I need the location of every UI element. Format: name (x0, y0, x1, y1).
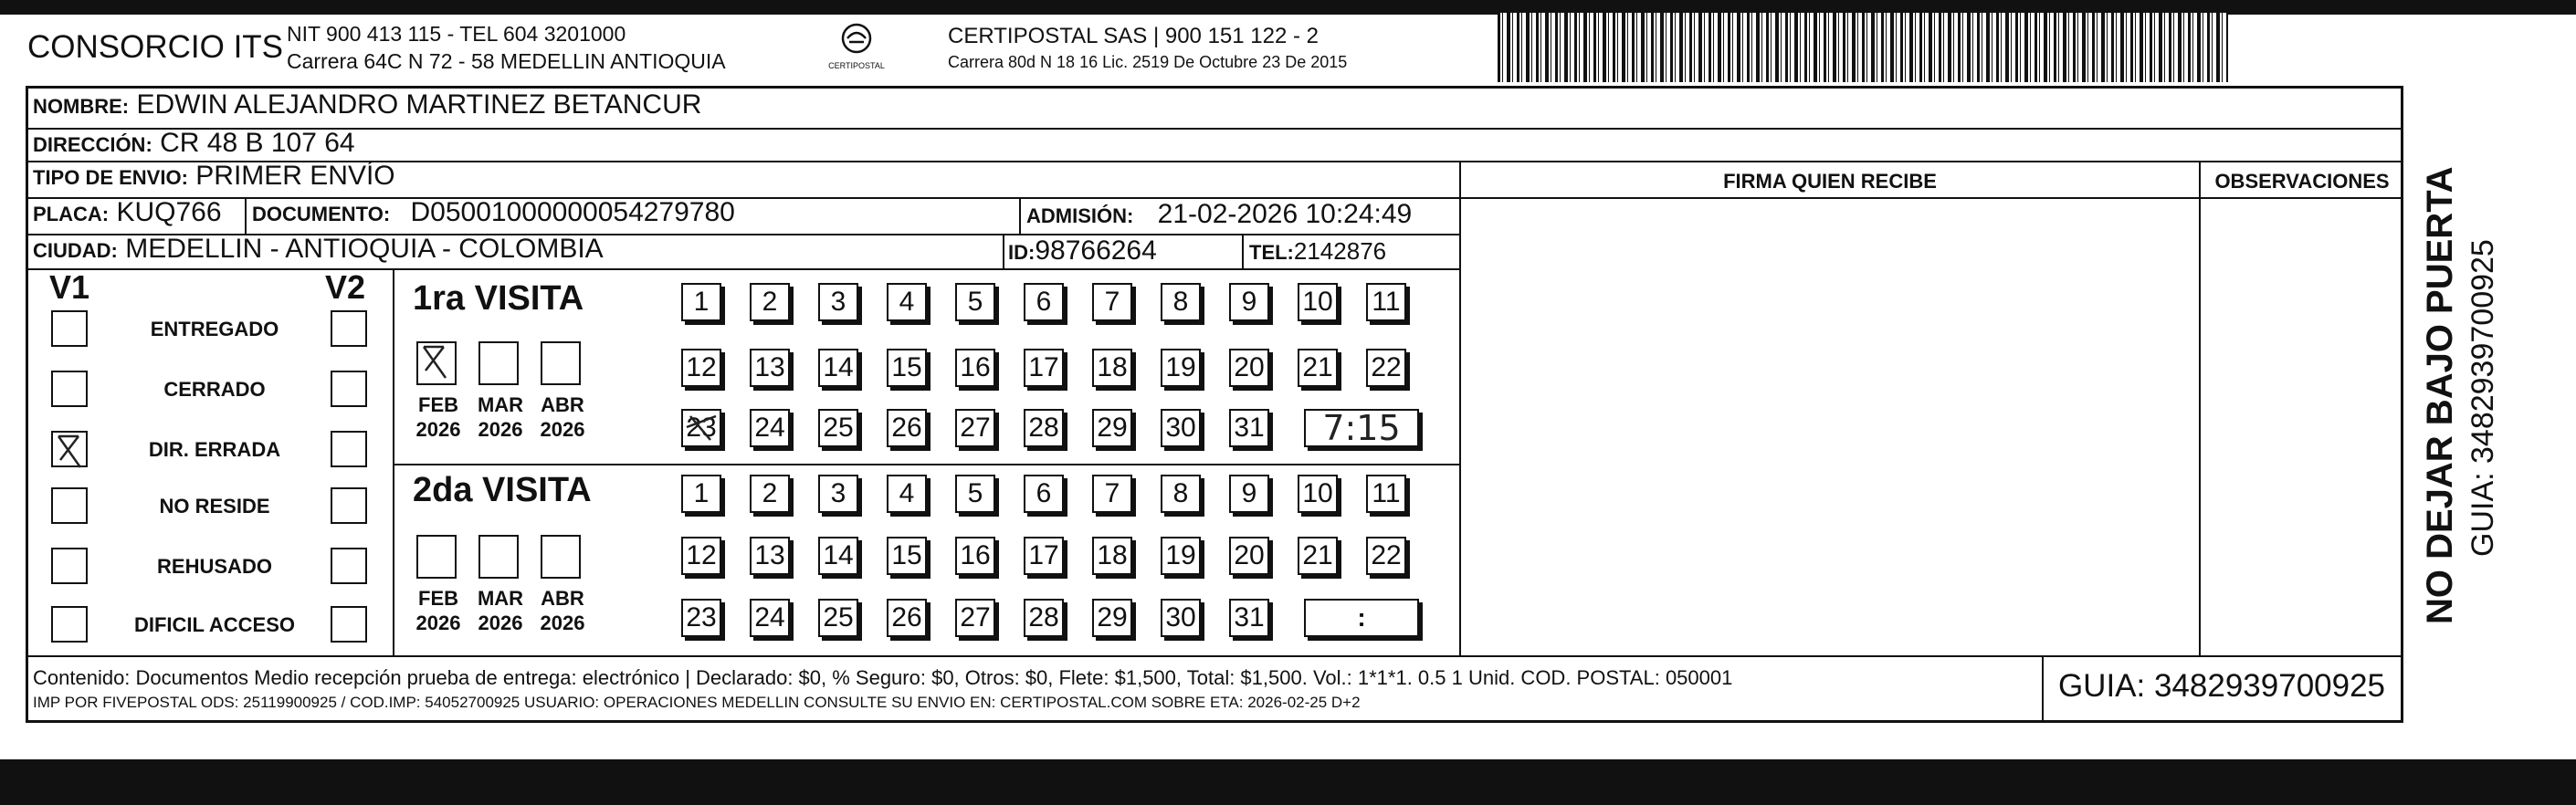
visit-divider (393, 464, 1461, 465)
day-cell[interactable]: 2 (750, 283, 790, 321)
v2-checkbox[interactable] (331, 548, 367, 584)
side-guia: GUIA: 3482939700925 (2466, 239, 2500, 557)
day-cell[interactable]: 31 (1229, 599, 1269, 637)
tipo-envio-label: TIPO DE ENVIO: (33, 166, 188, 189)
ciudad-value: MEDELLIN - ANTIOQUIA - COLOMBIA (125, 234, 604, 264)
direccion-row (33, 128, 355, 159)
v2-checkbox[interactable] (331, 310, 367, 347)
status-label: DIR. ERRADA (148, 438, 281, 461)
v1-checkbox[interactable] (51, 310, 88, 347)
status-label: CERRADO (163, 378, 266, 401)
day-cell[interactable]: 13 (750, 349, 790, 387)
direccion-value: CR 48 B 107 64 (160, 128, 355, 158)
day-cell[interactable]: 25 (818, 599, 858, 637)
visit1-time: 7:15 (1304, 409, 1419, 447)
status-label: ENTREGADO (150, 318, 279, 340)
placa-field (33, 197, 222, 228)
month-label (535, 392, 590, 442)
placa-label: PLACA: (33, 203, 110, 225)
v2-header: V2 (325, 268, 366, 306)
tel-value: 2142876 (1293, 237, 1387, 265)
day-cell[interactable]: 30 (1161, 409, 1201, 447)
admision-value: 21-02-2026 10:24:49 (1157, 199, 1413, 229)
strike-mark-icon (683, 411, 720, 445)
day-cell[interactable]: 10 (1298, 475, 1338, 513)
nit-line: NIT 900 413 115 - TEL 604 3201000 (287, 22, 626, 46)
v1-header: V1 (49, 268, 90, 306)
day-cell[interactable]: 25 (818, 409, 858, 447)
v1-checkbox[interactable] (51, 487, 88, 524)
day-cell[interactable]: 11 (1366, 283, 1406, 321)
day-cell[interactable]: 9 (1229, 475, 1269, 513)
day-cell[interactable]: 14 (818, 537, 858, 575)
id-label: ID: (1008, 241, 1036, 264)
day-cell[interactable]: 12 (681, 537, 721, 575)
day-cell[interactable]: 9 (1229, 283, 1269, 321)
tel-field (1249, 235, 1386, 267)
row-line (26, 268, 1459, 270)
month-name: MAR (477, 393, 524, 416)
day-cell[interactable]: 22 (1366, 349, 1406, 387)
month-label (473, 586, 528, 635)
month-year: 2026 (415, 612, 461, 634)
id-value: 98766264 (1035, 235, 1157, 266)
observaciones-label: OBSERVACIONES (2214, 170, 2390, 193)
day-cell[interactable]: 27 (955, 599, 995, 637)
v1-checkbox[interactable] (51, 548, 88, 584)
day-cell[interactable]: 6 (1024, 283, 1064, 321)
day-cell[interactable]: 5 (955, 475, 995, 513)
day-cell[interactable]: 29 (1092, 409, 1132, 447)
nombre-label: NOMBRE: (33, 95, 130, 118)
day-cell[interactable]: 12 (681, 349, 721, 387)
day-cell[interactable]: 8 (1161, 475, 1201, 513)
v2-checkbox[interactable] (331, 371, 367, 407)
day-cell[interactable]: 19 (1161, 349, 1201, 387)
day-cell[interactable]: 20 (1229, 537, 1269, 575)
certipostal-line: CERTIPOSTAL SAS | 900 151 122 - 2 (948, 24, 1319, 48)
month-checkbox[interactable] (541, 341, 581, 385)
check-mark-icon (418, 343, 451, 380)
day-cell[interactable]: 17 (1024, 537, 1064, 575)
month-name: FEB (418, 587, 458, 610)
day-cell[interactable]: 24 (750, 409, 790, 447)
company-address: Carrera 64C N 72 - 58 MEDELLIN ANTIOQUIA (287, 49, 726, 73)
day-cell[interactable]: 3 (818, 283, 858, 321)
month-name: ABR (541, 393, 584, 416)
documento-field (252, 197, 735, 228)
month-label (535, 586, 590, 635)
month-label (473, 392, 528, 442)
day-cell[interactable]: 30 (1161, 599, 1201, 637)
column-line (245, 197, 247, 234)
nombre-value: EDWIN ALEJANDRO MARTINEZ BETANCUR (136, 89, 702, 120)
day-cell[interactable]: 15 (887, 537, 927, 575)
day-cell[interactable]: 28 (1024, 599, 1064, 637)
ciudad-field (33, 234, 604, 265)
day-cell[interactable]: 3 (818, 475, 858, 513)
day-cell[interactable]: 15 (887, 349, 927, 387)
month-checkbox[interactable] (541, 535, 581, 579)
v1-checkbox[interactable] (51, 606, 88, 643)
day-cell[interactable]: 27 (955, 409, 995, 447)
day-cell[interactable]: 16 (955, 537, 995, 575)
v2-checkbox[interactable] (331, 606, 367, 643)
footer-contents: Contenido: Documentos Medio recepción prueba de entrega: electrónico | Declarado: $0, % Seguro: $0, Otros: $0, Flete: $1,500, Total: $1,500. Vol.: 1*1*1. 0.5 1 Unid. COD. POSTAL: 050001 (33, 666, 1733, 689)
day-cell[interactable]: 29 (1092, 599, 1132, 637)
month-name: MAR (477, 587, 524, 610)
no-dejar-bajo-puerta: NO DEJAR BAJO PUERTA (2420, 166, 2460, 624)
certipostal-logo (802, 22, 911, 77)
visit2-time: : (1304, 599, 1419, 637)
day-cell[interactable]: 8 (1161, 283, 1201, 321)
ciudad-label: CIUDAD: (33, 239, 118, 262)
column-line (1242, 234, 1244, 268)
day-cell[interactable]: 14 (818, 349, 858, 387)
month-checkbox[interactable] (416, 341, 457, 385)
day-cell[interactable]: 26 (887, 409, 927, 447)
v1-checkbox[interactable] (51, 431, 88, 467)
tipo-envio-value: PRIMER ENVÍO (195, 161, 395, 191)
admision-label: ADMISIÓN: (1026, 204, 1134, 227)
tel-label: TEL: (1249, 241, 1294, 264)
day-cell[interactable]: 21 (1298, 349, 1338, 387)
day-cell[interactable]: 17 (1024, 349, 1064, 387)
day-cell[interactable]: 2 (750, 475, 790, 513)
day-cell[interactable]: 5 (955, 283, 995, 321)
footer-guia: GUIA: 3482939700925 (2057, 668, 2386, 704)
day-cell[interactable]: 23 (681, 409, 721, 447)
day-cell[interactable]: 7 (1092, 283, 1132, 321)
check-mark-icon (53, 433, 86, 469)
month-label (411, 586, 466, 635)
day-cell[interactable]: 16 (955, 349, 995, 387)
bottom-border-bar (0, 759, 2576, 805)
company-name: CONSORCIO ITS (27, 29, 284, 65)
month-checkbox[interactable] (416, 535, 457, 579)
day-cell[interactable]: 21 (1298, 537, 1338, 575)
row-line (26, 128, 2403, 130)
month-year: 2026 (478, 612, 523, 634)
month-checkbox[interactable] (478, 341, 519, 385)
documento-label: DOCUMENTO: (252, 203, 391, 225)
day-cell[interactable]: 24 (750, 599, 790, 637)
visit2-title: 2da VISITA (413, 471, 592, 509)
barcode (1498, 13, 2228, 82)
status-label: DIFICIL ACCESO (133, 613, 295, 636)
day-cell[interactable]: 28 (1024, 409, 1064, 447)
day-cell[interactable]: 11 (1366, 475, 1406, 513)
column-line (1459, 161, 1461, 655)
column-line (393, 268, 394, 655)
admision-field (1026, 199, 1412, 230)
month-year: 2026 (415, 418, 461, 441)
v2-checkbox[interactable] (331, 487, 367, 524)
firma-label: FIRMA QUIEN RECIBE (1723, 170, 1937, 193)
month-year: 2026 (540, 418, 585, 441)
v2-checkbox[interactable] (331, 431, 367, 467)
tipo-envio-row (33, 161, 395, 192)
visit1-title: 1ra VISITA (413, 279, 584, 318)
id-field (1008, 235, 1157, 267)
day-cell[interactable]: 13 (750, 537, 790, 575)
month-label (411, 392, 466, 442)
nombre-row (33, 89, 701, 120)
placa-value: KUQ766 (116, 197, 222, 227)
row-line (1461, 197, 2402, 199)
day-cell[interactable]: 26 (887, 599, 927, 637)
month-year: 2026 (540, 612, 585, 634)
day-cell[interactable]: 1 (681, 283, 721, 321)
logo-icon (838, 22, 875, 55)
day-cell[interactable]: 4 (887, 475, 927, 513)
month-name: FEB (418, 393, 458, 416)
day-cell[interactable]: 31 (1229, 409, 1269, 447)
certipostal-address: Carrera 80d N 18 16 Lic. 2519 De Octubre 23 De 2015 (948, 53, 1348, 71)
status-label: REHUSADO (157, 555, 272, 578)
day-cell[interactable]: 20 (1229, 349, 1269, 387)
month-year: 2026 (478, 418, 523, 441)
day-cell[interactable]: 23 (681, 599, 721, 637)
v1-checkbox[interactable] (51, 371, 88, 407)
company-contact (287, 20, 726, 75)
day-cell[interactable]: 6 (1024, 475, 1064, 513)
month-name: ABR (541, 587, 584, 610)
column-line (1019, 197, 1021, 234)
month-checkbox[interactable] (478, 535, 519, 579)
day-cell[interactable]: 18 (1092, 349, 1132, 387)
status-label: NO RESIDE (159, 495, 270, 518)
direccion-label: DIRECCIÓN: (33, 133, 152, 156)
day-cell[interactable]: 7 (1092, 475, 1132, 513)
day-cell[interactable]: 18 (1092, 537, 1132, 575)
footer-print-info: IMP POR FIVEPOSTAL ODS: 25119900925 / COD.IMP: 54052700925 USUARIO: OPERACIONES MEDELLIN CONSULTE SU ENVIO EN: CERTIPOSTAL.COM SOBRE ETA: 2026-02-25 D+2 (33, 694, 1361, 711)
day-cell[interactable]: 4 (887, 283, 927, 321)
day-cell[interactable]: 22 (1366, 537, 1406, 575)
column-line (1003, 234, 1004, 268)
day-cell[interactable]: 10 (1298, 283, 1338, 321)
logo-wordmark: CERTIPOSTAL (828, 61, 885, 70)
column-line (2199, 161, 2201, 655)
day-cell[interactable]: 19 (1161, 537, 1201, 575)
day-cell[interactable]: 1 (681, 475, 721, 513)
documento-value: D05001000000054279780 (410, 197, 735, 227)
